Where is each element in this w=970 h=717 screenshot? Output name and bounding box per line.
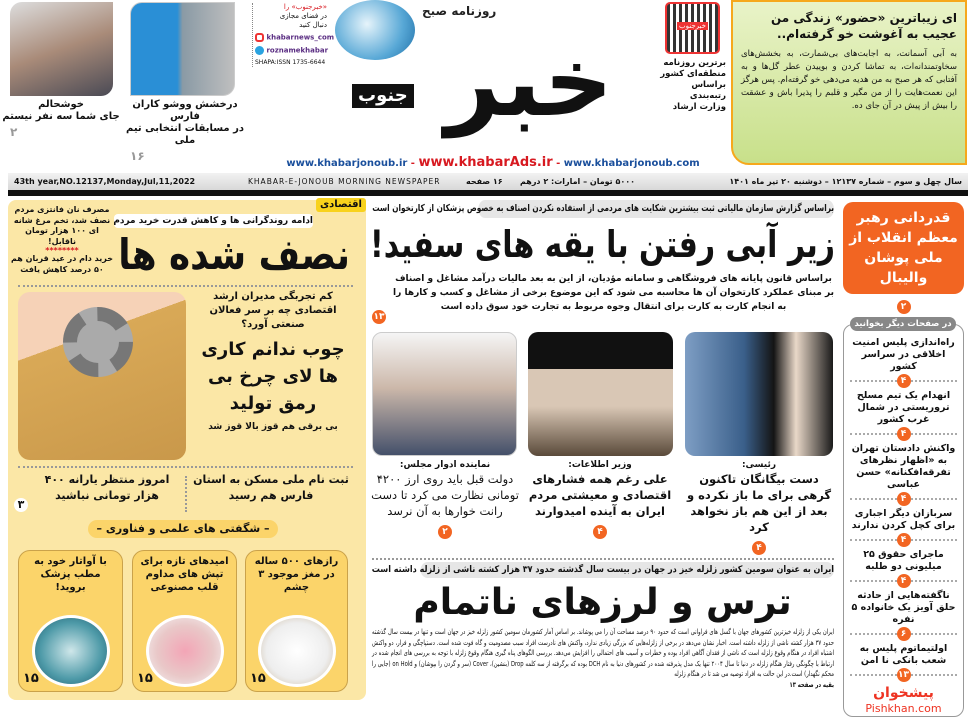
page-ref: ۳ xyxy=(14,498,28,512)
page-ref: ۴ xyxy=(897,533,911,547)
economy-sub-story xyxy=(192,290,354,434)
side-text[interactable]: خرید دام در عید قربان هم ۵۰ درصد کاهش یافت xyxy=(11,254,113,274)
story-title[interactable]: در مسابقات انتخابی تیم ملی xyxy=(126,123,244,146)
divider xyxy=(850,429,957,441)
page-ref: ۴ xyxy=(897,574,911,588)
sub-kicker: کم تجربگی مدیران ارشد اقتصادی چه بر سر فعالان صنعتی آورد؟ xyxy=(209,291,337,330)
slogan-line: برترین روزنامه xyxy=(663,58,726,68)
qr-code[interactable] xyxy=(665,2,720,54)
divider xyxy=(850,576,957,588)
side-list-item[interactable]: واکنش دادستان تهران به «اظهار نظرهای تفرقه‌افکنانه» حسن عباسی xyxy=(851,443,956,490)
quake-kicker: ایران به عنوان سومین کشور زلزله خیز در جهان در بیست سال گذشته حدود ۳۷ هزار کشته ناشی از زلزله داشته است xyxy=(421,562,834,578)
side-list-item[interactable]: راه‌اندازی پلیس امنیت اخلاقی در سراسر کشور xyxy=(852,337,955,372)
separator: - xyxy=(552,158,564,169)
website-link[interactable]: www.khabarjonoub.ir xyxy=(286,158,408,169)
quote-speaker: نماینده ادوار مجلس: xyxy=(399,460,491,470)
brief-subsidy[interactable]: امروز منتظر یارانه ۴۰۰ هزار تومانی نباشید xyxy=(44,473,170,502)
story-title[interactable]: خوشحالم xyxy=(38,99,84,110)
photo-raisi[interactable] xyxy=(685,332,833,456)
gear-icon xyxy=(63,307,133,377)
logo-name: خبر xyxy=(445,26,614,138)
vr-doctor-image xyxy=(32,615,110,687)
page-ref: ۲ xyxy=(897,300,911,314)
page-ref: ۱۵ xyxy=(137,671,153,686)
telegram-icon xyxy=(255,46,264,55)
divider xyxy=(850,629,957,641)
quote-text: دست بیگانگان تاکنون گرهی برای ما باز نکرده و بعد از این هم باز نخواهد کرد xyxy=(686,472,832,534)
science-card[interactable] xyxy=(18,550,123,692)
story-title[interactable]: درخشش ووشو کاران فارس xyxy=(132,99,238,122)
science-card[interactable] xyxy=(132,550,237,692)
page-ref: ۴ xyxy=(897,492,911,506)
social-intro: دنبال کنید xyxy=(299,21,327,29)
quote-box xyxy=(731,0,967,165)
quote-text: دولت قبل باید روی ارز ۴۲۰۰ تومانی نظارت می کرد تا دست رانت خوارها به آن نرسد xyxy=(371,472,519,518)
logo-sub: جنوب xyxy=(352,84,414,108)
page-ref: ۱۵ xyxy=(23,671,39,686)
page-ref: ۱۶ xyxy=(130,149,145,163)
qr-label: خبرجنوب xyxy=(679,22,706,30)
side-text[interactable]: مصرف نان فانتزی مردم نصف شد، تخم مرغ شانه ای ۱۰۰ هزار تومان ناقابل! xyxy=(13,205,111,246)
quote-body: به آبی آسمانت، به اجابت‌های بی‌شمارت، به بخشش‌های سخاوتمندانه‌ات، به تماشا کردن و بوییدن عطر گل‌ها و به آفتابی که هر صبح به من هدیه می‌دهی خو گرفته‌ام. پس هرگز این نعمت‌هایت را از من مگیر و قلبم را پذیرا باش و عشقت را بیش از پیش در آن جای ده. xyxy=(741,49,957,111)
section-tag: اقتصادی xyxy=(316,198,366,212)
photo-intelligence-minister[interactable] xyxy=(528,332,673,456)
page-ref: ۱۳ xyxy=(898,670,909,680)
telegram-link[interactable]: roznamekhabar xyxy=(266,46,329,54)
side-list-item[interactable]: سربازان دیگر اجباری برای کچل کردن ندارند xyxy=(851,508,956,531)
globe-icon xyxy=(335,0,415,60)
divider xyxy=(18,285,353,287)
quote-speaker: وزیر اطلاعات: xyxy=(568,460,632,470)
quake-headline[interactable]: ترس و لرزهای ناتمام xyxy=(413,582,792,623)
divider xyxy=(850,535,957,547)
social-intro: «خبرجنوب» را xyxy=(283,3,327,11)
quote-title: ای زیباترین «حضور» زندگی من xyxy=(770,11,957,25)
sub-headline[interactable]: چوب ندانم کاری ها لای چرخ بی رمق تولید xyxy=(201,339,345,414)
price: ۵۰۰۰ تومان – امارات: ۲ درهم xyxy=(520,177,635,186)
watermark xyxy=(844,684,963,716)
quote-raisi[interactable] xyxy=(683,459,835,555)
continued-ref[interactable]: بقیه در صفحه ۱۳ xyxy=(789,680,834,689)
side-list-item[interactable]: ماجرای حقوق ۲۵ میلیونی دو طلبه xyxy=(863,549,944,572)
slogan xyxy=(650,58,726,113)
quake-body: ایران یکی از زلزله خیزترین کشورهای جهان با گسل های فراوانی است که حدود ۹۰ درصد مساحت آن را می پوشاند. بر اساس آمار کشورمان سومین کشور زلزله خیز در جهان است و تنها در بیست سال گذشته حدود ۳۷ هزار کشته ناشی از زلزله داشته است. اخبار نشان می‌دهد در برخی از زلزله‌هایی که بزرگی زیادی ندارد، واکنش های نادرست افراد سبب مصدومیت و گاه فوت شده است. دستپاچگی و فرار، دو واکنش اشتباه افراد در هنگام وقوع زلزله است که ناشی از فقدان آگاهی افراد بوده و خطرات و آسیب های احتمالی را افزایش می‌دهد. بررسی الگوهای پناه گیری هنگام وقوع زلزله با توجه به بررسی های انجام شده در ارتباط با چگونگی رفتار هنگام زلزله در دنیا تا سال ۲۰۰۴ تنها یک مدل پذیرفته شده در کشورهای دنیا به نام DCH بوده که برگرفته از سه کلمه Drop (بنشین)، Cover (سر و گردن را بپوشان) و on Hold (جایی را محکم نگهدار) است.در این حالت به افراد توصیه می شد تا در هنگام زلزله xyxy=(372,628,834,678)
page-ref: ۱۳ xyxy=(373,312,385,322)
website-link[interactable]: www.khabarjonoub.com xyxy=(563,158,700,169)
divider-vertical xyxy=(185,476,187,512)
quote-former-mp[interactable] xyxy=(370,459,520,539)
lead-headline[interactable]: زیر آبی رفتن با یقه های سفید! xyxy=(370,223,835,266)
watermark-fa: پیشخوان xyxy=(873,685,934,701)
divider xyxy=(850,376,957,388)
page-ref: ۴ xyxy=(752,541,766,555)
masthead-logo xyxy=(330,0,660,150)
watermark-en: Pishkhan.com xyxy=(865,702,942,715)
card-title: با آواتار خود به مطب پزشک بروید! xyxy=(34,556,107,593)
lead-lede: براساس قانون پایانه های فروشگاهی و سامانه مؤدیان، از این به بعد مالیات درآمد مشاغل و اصناف بر مبنای عملکرد کارتخوان آن ها محاسبه می شود که این موضوع برخی از مشاغل و کسب و کارها را به انجام کارت به کارت برای انتقال وجوه مربوط به تجارت خود سوق داده است xyxy=(393,274,834,312)
social-block xyxy=(252,3,335,67)
slogan-line: وزارت ارشاد xyxy=(672,102,726,112)
website-links xyxy=(258,155,728,172)
side-list-item[interactable]: انهدام یک تیم مسلح تروریستی در شمال غرب کشور xyxy=(856,390,951,425)
brief-housing[interactable]: ثبت نام ملی مسکن به استان فارس هم رسید xyxy=(193,473,349,502)
science-card[interactable] xyxy=(245,550,348,692)
side-stars: ******** xyxy=(45,246,79,255)
page-ref: ۴ xyxy=(897,374,911,388)
english-date: 43th year,NO.12137,Monday,Jul,11,2022 xyxy=(14,177,196,186)
separator: - xyxy=(407,158,419,169)
story-photo-actor[interactable] xyxy=(10,2,113,96)
social-intro: در فضای مجازی xyxy=(279,12,327,20)
feature-box[interactable] xyxy=(843,202,964,294)
quote-speaker: رئیسی: xyxy=(741,460,777,470)
page-ref: ۱۵ xyxy=(250,671,266,686)
card-title: امیدهای تازه برای تپش های مداوم قلب مصنوعی xyxy=(140,556,229,593)
issn: SHAPA:ISSN 1735-6644 xyxy=(255,59,326,66)
side-list-item[interactable]: اولتیماتوم پلیس به شعب بانکی نا امن xyxy=(859,643,948,666)
dateline-bar xyxy=(8,173,968,190)
science-label-text: شگفتی های علمی و فناوری xyxy=(105,522,261,535)
economy-headline[interactable]: نصف شده ها xyxy=(118,230,350,279)
quote-text: علی رغم همه فشارهای اقتصادی و معیشتی مردم ایران به آینده امیدوارند xyxy=(528,472,672,518)
economy-kicker: ادامه روندگرانی ها و کاهش قدرت خرید مردم xyxy=(113,216,313,226)
divider xyxy=(850,494,957,506)
website-link[interactable]: www.khabarAds.ir xyxy=(418,155,553,170)
page-ref: ۲ xyxy=(438,525,452,539)
instagram-icon xyxy=(255,33,264,42)
feature-title: قدردانی رهبر معظم انقلاب از ملی پوشان والیبال xyxy=(849,210,958,286)
more-pages-box xyxy=(843,319,964,717)
paper-name: KHABAR-E-JONOUB MORNING NEWSPAPER xyxy=(248,177,441,186)
science-label: – شگفتی های علمی و فناوری – xyxy=(88,520,278,538)
economy-side xyxy=(10,205,114,275)
header-divider xyxy=(8,190,968,196)
slogan-line: براساس xyxy=(691,80,726,90)
slogan-line: منطقه‌ای کشور xyxy=(660,69,726,79)
page-count: ۱۶ صفحه xyxy=(466,177,503,186)
page-ref: ۶ xyxy=(897,627,911,641)
quote-title: عجیب به آغوشت خو گرفته‌ام.. xyxy=(777,27,957,41)
right-column xyxy=(843,202,964,715)
slogan-line: رتبه‌بندی xyxy=(689,91,726,101)
divider xyxy=(18,466,353,468)
box-title: در صفحات دیگر بخوانید xyxy=(850,317,956,331)
page-ref: ۴ xyxy=(593,525,607,539)
page-ref: ۲ xyxy=(10,125,18,139)
card-title: رازهای ۵۰۰ ساله در مغز موجود ۳ چشم xyxy=(254,556,339,593)
side-list-item[interactable]: ناگفته‌هایی از حادثه حلق آویز یک خانواده ۵ نفره xyxy=(851,590,956,625)
lead-kicker: براساس گزارش سازمان مالیاتی ثبت بیشترین شکایت های مردمی از استفاده نکردن اصناف به خصوص پزشکان از کارتخوان است xyxy=(478,200,834,218)
cartoon-gear-illustration[interactable] xyxy=(18,292,186,460)
divider xyxy=(850,670,957,682)
fossil-creature-image xyxy=(258,615,336,687)
quote-intelligence-minister[interactable] xyxy=(525,459,675,539)
logo-tagline: روزنامه صبح xyxy=(422,4,497,18)
artificial-heart-image xyxy=(146,615,224,687)
story-title[interactable]: جای شما سه نفر نیستم xyxy=(2,111,120,122)
photo-former-mp[interactable] xyxy=(372,332,517,456)
persian-date: سال چهل و سوم – شماره ۱۲۱۳۷ – دوشنبه ۲۰ تیر ماه ۱۴۰۱ xyxy=(729,177,962,186)
page-ref: ۴ xyxy=(897,427,911,441)
quake-story xyxy=(372,627,834,690)
instagram-link[interactable]: khabarnews_com xyxy=(266,33,335,42)
story-photo-wushu[interactable] xyxy=(130,2,235,96)
sub-deck: بی برقی هم قوز بالا قوز شد xyxy=(208,422,338,432)
divider xyxy=(372,558,834,560)
side-list xyxy=(844,335,963,682)
